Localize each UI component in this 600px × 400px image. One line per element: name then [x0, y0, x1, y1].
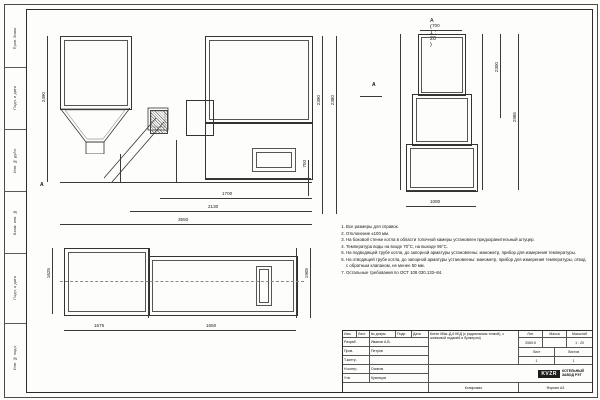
- dim-plan-width-total: 1650: [206, 323, 217, 328]
- note-item: 4. Температура воды на входе 70°C, на выходе 95°C.: [346, 244, 588, 250]
- stamp-label: Пров. Взам.: [13, 26, 17, 50]
- tb-name-utv: Кузнецов: [370, 374, 429, 383]
- dim-front-height-small: 700: [302, 160, 307, 168]
- note-item: 7. Остальные требования по ОСТ 108 030.133–84.: [346, 270, 588, 276]
- tb-massa-value: [543, 338, 567, 348]
- dim-section-top-width: 700: [432, 23, 440, 28]
- dim-front-height-right-inner: 2380: [330, 95, 335, 106]
- tb-bottom-left: [343, 383, 429, 392]
- stamp-label: Подп. и дата: [13, 86, 17, 110]
- section-lower-inner: [410, 148, 474, 188]
- hopper-inner: [64, 40, 128, 106]
- tb-col-data: Дата: [412, 331, 429, 338]
- plan-hopper-inner: [68, 252, 146, 312]
- feeder-block: [186, 100, 214, 136]
- plan-door-inner: [259, 269, 269, 303]
- dim-plan-height-right: 1905: [304, 268, 309, 279]
- section-arrow-a-label: A: [372, 82, 376, 88]
- tb-name-prov: Петров: [370, 347, 429, 356]
- tb-massa-label: Масса: [543, 331, 567, 338]
- stamp-cell-2: [4, 129, 26, 192]
- section-title: A ( 1 : 20 ): [430, 18, 436, 48]
- tb-col-doc: № докум.: [370, 331, 396, 338]
- boiler-door-inner: [256, 152, 292, 168]
- dim-plan-width-inner: 1675: [94, 323, 105, 328]
- tb-role-utv: Утв.: [343, 374, 370, 383]
- note-item: 5. На подводящей трубе котла, до запорной арматуры установлены: манометр, прибор для измерения температуры.: [346, 250, 588, 256]
- stamp-label: Инв. № подл.: [13, 344, 17, 370]
- company-line-2: ЗАВОД РЭТ: [561, 372, 582, 377]
- note-item: 2. Отклонение ±100 мм.: [346, 231, 588, 237]
- tb-sheets-label: Листов: [555, 348, 592, 357]
- tb-drawing-title: Котел КВм–Д,6 КБД (с радиальным топкой), с шнековой подачей и бункером): [429, 331, 519, 365]
- tb-role-tkontr: Т.контр.: [343, 356, 370, 365]
- tb-format: Формат А3: [546, 385, 565, 390]
- section-mid-inner: [416, 98, 468, 142]
- section-arrow-a-left-label: A: [40, 182, 44, 188]
- tb-role-nkontr: Н.контр.: [343, 365, 370, 374]
- note-item: 6. На отводящей трубе котла, до запорной арматуры установлены: манометр, прибор для измерения температуры, отвод с обратным клапаном, не менее 50 мм.: [346, 257, 588, 269]
- company-mark: KVZR: [538, 370, 560, 378]
- dim-front-width-total: 3550: [178, 217, 189, 222]
- dim-section-height-upper: 2300: [494, 62, 499, 73]
- company-logo: [538, 370, 584, 378]
- tb-lit-label: Лит.: [519, 331, 543, 338]
- dim-section-height-total: 2985: [512, 112, 517, 123]
- tb-col-podp: Подп.: [396, 331, 412, 338]
- tb-role-razrab: Разраб.: [343, 338, 370, 347]
- left-stamp-column: [4, 9, 27, 391]
- tb-name-tkontr: [370, 356, 429, 365]
- note-item: 3. На боковой стенке котла в области топочной камеры установлен предохранительный штуцер.: [346, 237, 588, 243]
- dim-plan-height-left: 1625: [46, 268, 51, 279]
- dim-front-height-left: 2490: [41, 92, 46, 103]
- dim-section-bottom-width: 1080: [430, 199, 441, 204]
- tb-sheet-value: 1: [519, 357, 555, 365]
- tb-role-prov: Пров.: [343, 347, 370, 356]
- section-upper-inner: [421, 37, 463, 93]
- tb-col-izm: Изм.: [343, 331, 357, 338]
- tb-name-nkontr: Осипов: [370, 365, 429, 374]
- dim-front-width-inner: 1700: [222, 191, 233, 196]
- tb-company-cell: [429, 365, 592, 383]
- dim-front-height-right-outer: 2390: [316, 95, 321, 106]
- stamp-label: Взам. инв. №: [13, 209, 17, 235]
- tb-sheets-value: 1: [555, 357, 592, 365]
- note-item: 1. Все размеры для справок.: [346, 224, 588, 230]
- stamp-cell-4: [4, 253, 26, 324]
- tb-name-razrab: Иванов А.В.: [370, 338, 429, 347]
- company-name: [562, 370, 584, 378]
- boiler-body-inner: [209, 40, 309, 120]
- stamp-label: Подп. и дата: [13, 276, 17, 300]
- stamp-cell-5: [4, 323, 26, 391]
- tb-sheet-label: Лист: [519, 348, 555, 357]
- title-block: [342, 330, 593, 393]
- dim-front-width-mid: 2130: [208, 204, 219, 209]
- grate-hatch: [150, 110, 168, 134]
- technical-notes: [338, 224, 588, 276]
- stamp-label: Инв. № дубл.: [13, 147, 17, 173]
- tb-doc-no: 2069.5: [519, 338, 543, 348]
- tb-col-list: Лист: [357, 331, 370, 338]
- tb-scale-value: 1 : 20: [567, 338, 592, 348]
- stamp-cell-0: [4, 9, 26, 68]
- stamp-cell-1: [4, 67, 26, 130]
- stamp-cell-3: [4, 191, 26, 254]
- plan-boiler-inner: [152, 260, 294, 312]
- tb-scale-label: Масштаб: [567, 331, 592, 338]
- tb-kopiroval: Копировал: [429, 383, 519, 392]
- company-line-1: КОТЕЛЬНЫЙ: [561, 368, 584, 373]
